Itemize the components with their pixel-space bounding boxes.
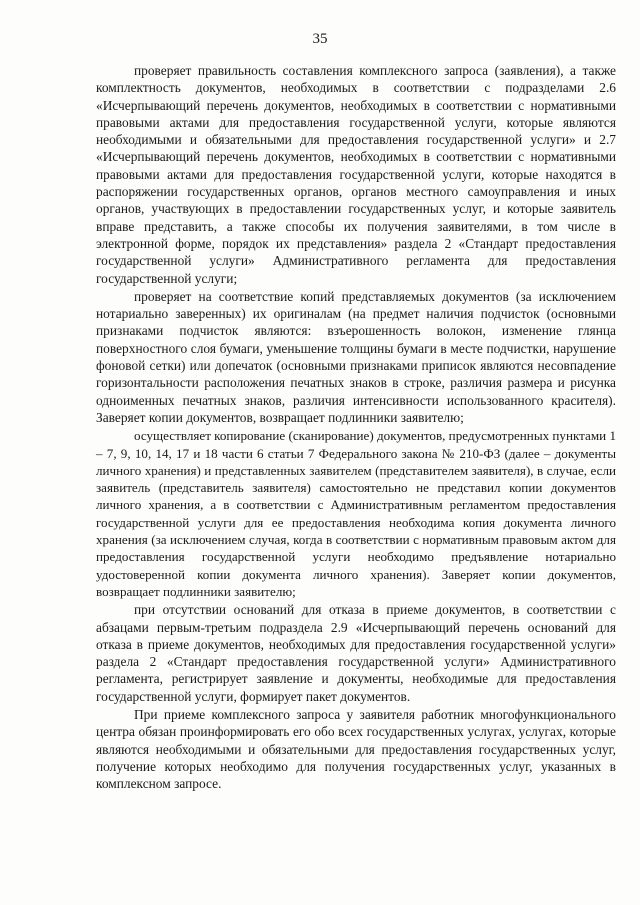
document-body — [96, 62, 616, 792]
paragraph-scan-documents: осуществляет копирование (сканирование) документов, предусмотренных пунктами 1 – 7, 9, 10, 14, 17 и 18 части 6 статьи 7 Федерального закона № 210-ФЗ (далее – документы личного хранения) и представленных заявителем (представителем заявителя), в случае, если заявитель (представитель заявителя) самостоятельно не представил копии документов личного хранения, а в соответствии с Административным регламентом предоставления государственной услуги для ее предоставления необходима копия документа личного хранения (за исключением случая, когда в соответствии с нормативным правовым актом для предоставления государственной услуги необходимо предъявление нотариально удостоверенной копии документа личного хранения). Заверяет копии документов, возвращает подлинники заявителю; — [96, 428, 616, 599]
paragraph-check-copies: проверяет на соответствие копий представляемых документов (за исключением нотариально заверенных) их оригиналам (на предмет наличия подчисток (основными признаками подчисток являются: взъерошенность волокон, изменение глянца поверхностного слоя бумаги, уменьшение толщины бумаги в месте подчистки, нарушение фоновой сетки) или допечаток (основными признаками приписок являются несовпадение горизонтальности расположения печатных знаков в строке, различия размера и рисунка одноименных печатных знаков, различия интенсивности использованного красителя). Заверяет копии документов, возвращает подлинники заявителю; — [96, 288, 616, 425]
paragraph-register-application: при отсутствии оснований для отказа в приеме документов, в соответствии с абзацами первым-третьим подраздела 2.9 «Исчерпывающий перечень оснований для отказа в приеме документов, необходимых для предоставления государственной услуги» раздела 2 «Стандарт предоставления государственной услуги» Административного регламента, регистрирует заявление и документы, необходимые для предоставления государственной услуги, формирует пакет документов. — [96, 602, 616, 704]
paragraph-inform-applicant: При приеме комплексного запроса у заявителя работник многофункционального центра обязан проинформировать его обо всех государственных услугах, услугах, которые являются необходимыми и обязательными для предоставления государственных услуг, получение которых необходимо для получения государственных услуг, указанных в комплексном запросе. — [96, 706, 616, 792]
page-number: 35 — [312, 31, 328, 47]
paragraph-check-request-completeness: проверяет правильность составления комплексного запроса (заявления), а также комплектность документов, необходимых в соответствии с подразделами 2.6 «Исчерпывающий перечень документов, необходимых в соответствии с нормативными правовыми актами для предоставления государственной услуги, которые являются необходимыми и обязательными для предоставления государственной услуги» и 2.7 «Исчерпывающий перечень документов, необходимых в соответствии с нормативными правовыми актами для предоставления государственной услуги, которые находятся в распоряжении государственных органов, органов местного самоуправления и иных органов, участвующих в предоставлении государственных услуг, и которые заявитель вправе представить, а также способы их получения заявителями, в том числе в электронной форме, порядок их представления» раздела 2 «Стандарт предоставления государственной услуги» Административного регламента для предоставления государственной услуги; — [96, 63, 616, 286]
